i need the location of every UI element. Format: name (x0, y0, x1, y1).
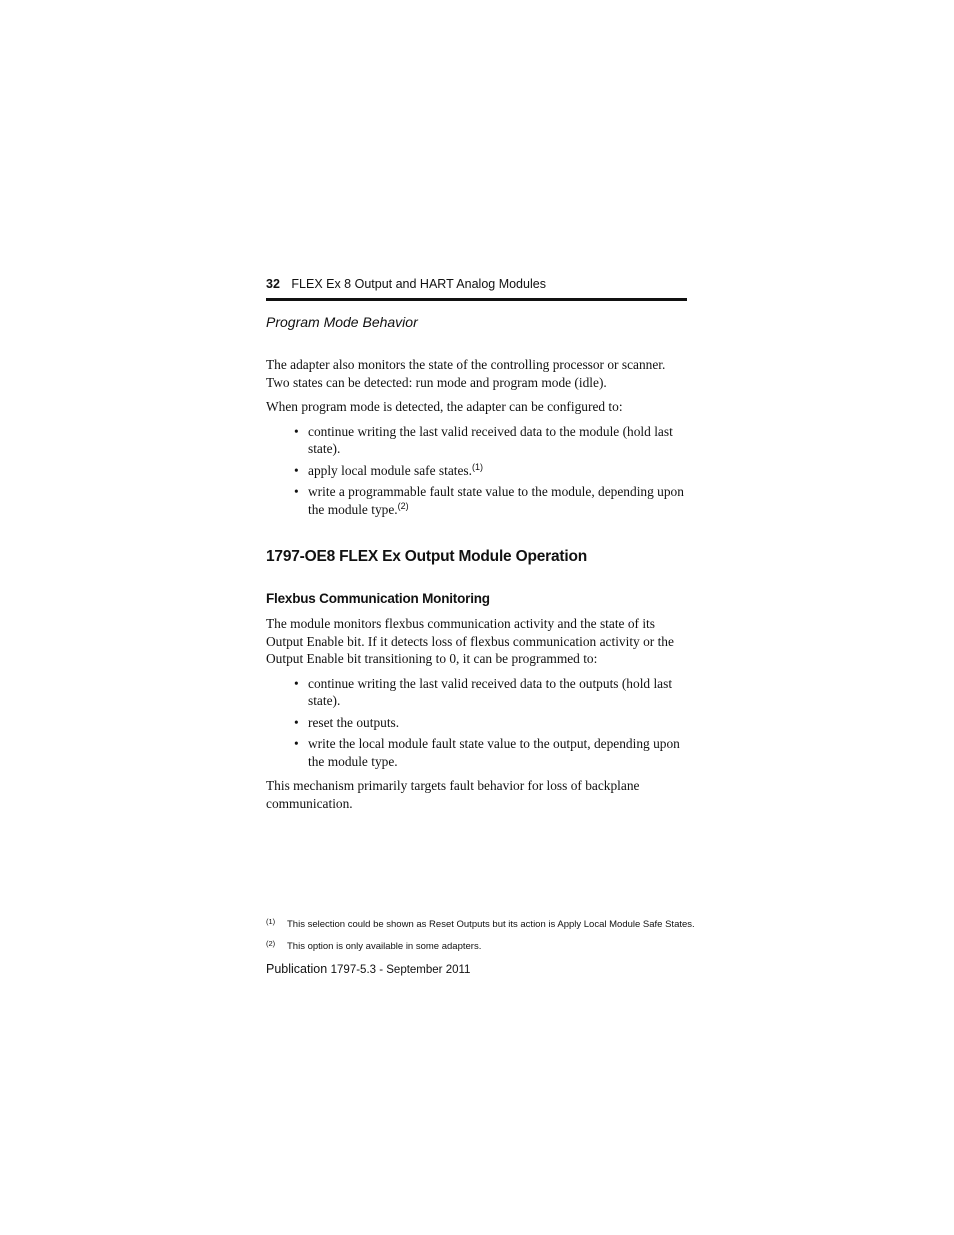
list-item: • continue writing the last valid received data to the outputs (hold last state). (308, 675, 687, 710)
program-mode-heading: Program Mode Behavior (266, 314, 418, 330)
publication-label: Publication (266, 962, 328, 976)
list-item: • reset the outputs. (308, 714, 687, 732)
publication-number: 1797-5.3 - September 2011 (330, 964, 471, 976)
footnote-reference-1[interactable]: (1) (471, 461, 483, 472)
page-header (266, 276, 687, 292)
flexbus-paragraph-1: The module monitors flexbus communication activity and the state of its Output Enable bit. If it detects loss of flexbus communication activity or the Output Enable bit transitioning to 0, it can be programmed to: (266, 616, 674, 666)
list-item: • write the local module fault state value to the output, depending upon the module type. (308, 735, 687, 770)
footnote-mark: (2) (266, 939, 276, 948)
footnote-reference-2[interactable]: (2) (397, 500, 409, 511)
footnote-text: This selection could be shown as Reset Outputs but its action is Apply Local Module Safe States. (287, 919, 695, 930)
list-item (308, 483, 687, 518)
publication-footer (266, 961, 470, 978)
header-rule (266, 298, 687, 301)
footnotes (266, 918, 706, 962)
page-content (266, 312, 687, 819)
list-item-text: continue writing the last valid received data to the module (hold last state). (308, 423, 673, 456)
page-number: 32 (266, 277, 280, 291)
list-item-text: apply local module safe states. (308, 462, 472, 478)
flexbus-paragraph-2: This mechanism primarily targets fault behavior for loss of backplane communication. (266, 778, 640, 811)
program-mode-paragraph-2: When program mode is detected, the adapter can be configured to: (266, 399, 623, 414)
list-item-text: write a programmable fault state value to the module, depending upon the module type. (308, 484, 684, 517)
footnote-1 (266, 918, 706, 932)
footnote-text: This option is only available in some adapters. (287, 941, 482, 952)
program-mode-paragraph-1: The adapter also monitors the state of the controlling processor or scanner. Two states can be detected: run mode and program mode (idle). (266, 357, 666, 390)
oe8-operation-heading: 1797-OE8 FLEX Ex Output Module Operation (266, 548, 587, 565)
footnote-2 (266, 940, 706, 954)
list-item (308, 423, 687, 458)
flexbus-monitoring-heading: Flexbus Communication Monitoring (266, 591, 490, 606)
running-title: FLEX Ex 8 Output and HART Analog Modules (291, 277, 546, 291)
list-item (308, 462, 687, 480)
footnote-mark: (1) (266, 917, 276, 926)
program-mode-bullet-list (266, 423, 687, 519)
flexbus-bullet-list (266, 675, 687, 771)
